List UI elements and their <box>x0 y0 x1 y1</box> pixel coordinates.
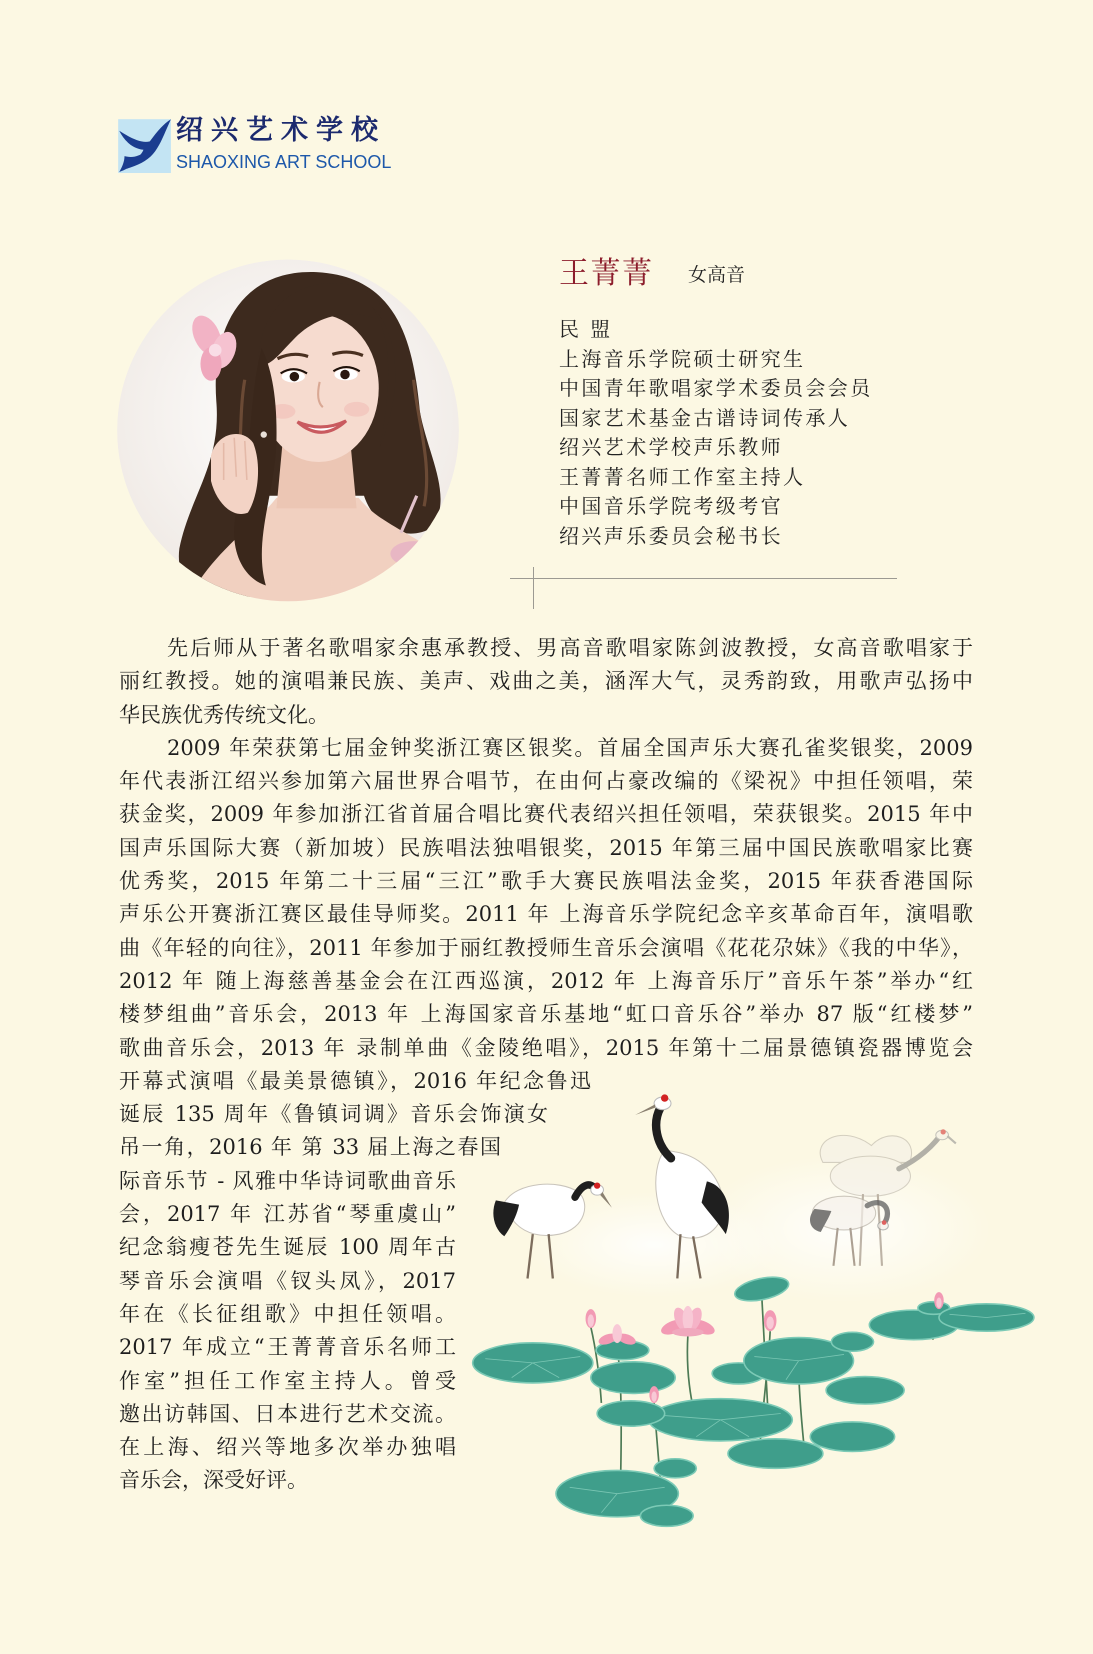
title-item: 中国青年歌唱家学术委员会会员 <box>559 376 873 400</box>
body-line: 诞辰 135 周年《鲁镇词调》音乐会饰演女 <box>119 1102 548 1127</box>
body-line: 邀出访韩国、日本进行艺术交流。 <box>119 1401 456 1426</box>
body-line: 开幕式演唱《最美景德镇》，2016 年纪念鲁迅 <box>119 1068 591 1093</box>
swallow-logo-icon <box>118 119 171 173</box>
school-logo-english: SHAOXING ART SCHOOL <box>176 152 392 172</box>
biography <box>119 632 973 1498</box>
teacher-name: 王菁菁 <box>559 256 654 291</box>
body-line: 华民族优秀传统文化。 <box>119 702 329 727</box>
body-line: 年代表浙江绍兴参加第六届世界合唱节，在由何占豪改编的《梁祝》中担任领唱，荣 <box>119 769 973 794</box>
body-line: 楼梦组曲”音乐会，2013 年 上海国家音乐基地“虹口音乐谷”举办 87 版“红楼梦” <box>119 1002 973 1027</box>
body-line: 在上海、绍兴等地多次举办独唱 <box>119 1435 456 1460</box>
divider-horizontal <box>510 578 897 579</box>
body-line: 2017 年成立“王菁菁音乐名师工 <box>119 1335 456 1360</box>
titles-list <box>559 315 873 551</box>
title-item: 绍兴声乐委员会秘书长 <box>559 523 783 548</box>
body-line: 年在《长征组歌》中担任领唱。 <box>119 1301 456 1326</box>
body-line: 国声乐国际大赛（新加坡）民族唱法独唱银奖，2015 年第三届中国民族歌唱家比赛 <box>119 835 973 860</box>
body-line: 音乐会，深受好评。 <box>119 1468 308 1493</box>
body-line: 声乐公开赛浙江赛区最佳导师奖。2011 年 上海音乐学院纪念辛亥革命百年，演唱歌 <box>119 902 973 927</box>
body-line: 2009 年荣获第七届金钟奖浙江赛区银奖。首届全国声乐大赛孔雀奖银奖，2009 <box>167 735 973 760</box>
title-item: 绍兴艺术学校声乐教师 <box>559 435 783 459</box>
body-line: 歌曲音乐会，2013 年 录制单曲《金陵绝唱》，2015 年第十二届景德镇瓷器博览会 <box>119 1035 973 1060</box>
title-item: 中国音乐学院考级考官 <box>559 494 783 518</box>
body-line: 2012 年 随上海慈善基金会在江西巡演，2012 年 上海音乐厅”音乐午茶”举办“红 <box>119 968 973 993</box>
body-line: 会，2017 年 江苏省“琴重虞山” <box>119 1202 456 1227</box>
body-line: 纪念翁瘦苍先生诞辰 100 周年古 <box>119 1235 456 1260</box>
title-item: 国家艺术基金古谱诗词传承人 <box>559 405 851 430</box>
body-line: 丽红教授。她的演唱兼民族、美声、戏曲之美，涵浑大气，灵秀韵致，用歌声弘扬中 <box>119 669 973 694</box>
title-item: 民 盟 <box>559 317 613 341</box>
lotus-leaf <box>640 1505 693 1526</box>
voice-type: 女高音 <box>688 264 746 286</box>
portrait-photo <box>117 259 459 611</box>
divider-vertical <box>533 567 534 609</box>
body-line: 吊一角，2016 年 第 33 届上海之春国 <box>119 1135 501 1160</box>
body-line: 曲《年轻的向往》，2011 年参加于丽红教授师生音乐会演唱《花花尕妹》《我的中华》， <box>119 935 973 960</box>
body-line: 琴音乐会演唱《钗头凤》，2017 <box>119 1268 456 1293</box>
body-line: 先后师从于著名歌唱家余惠承教授、男高音歌唱家陈剑波教授，女高音歌唱家于 <box>167 636 973 660</box>
title-item: 上海音乐学院硕士研究生 <box>559 346 806 371</box>
school-logo-chinese: 绍兴艺术学校 <box>176 115 386 146</box>
title-item: 王菁菁名师工作室主持人 <box>559 464 806 489</box>
body-line: 作室”担任工作室主持人。曾受 <box>119 1368 456 1393</box>
body-line: 际音乐节 - 风雅中华诗词歌曲音乐 <box>119 1168 456 1193</box>
body-line: 优秀奖，2015 年第二十三届“三江”歌手大赛民族唱法金奖，2015 年获香港国际 <box>119 869 973 894</box>
body-line: 获金奖，2009 年参加浙江省首届合唱比赛代表绍兴担任领唱，荣获银奖。2015 年中 <box>119 802 974 827</box>
